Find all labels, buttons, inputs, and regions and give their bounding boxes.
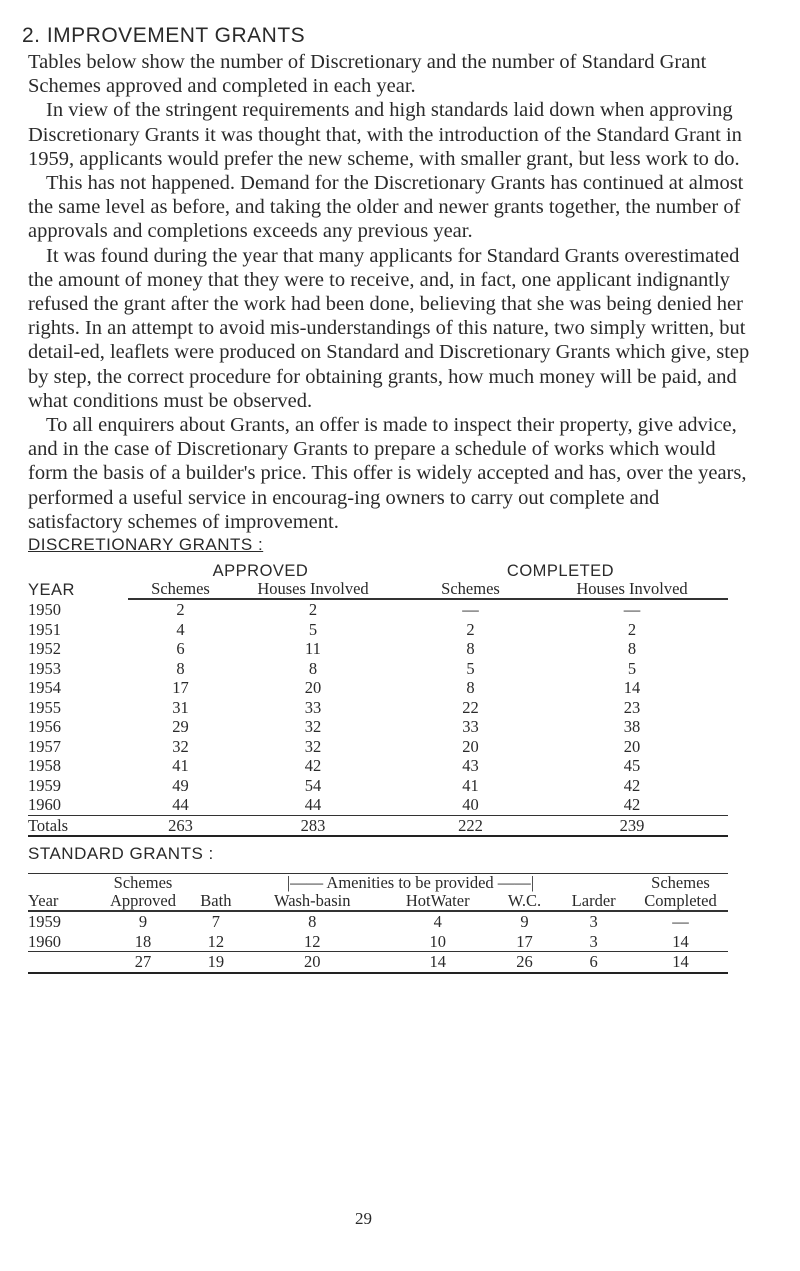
table-cell: 18 [134, 931, 152, 951]
table-cell: 20 [623, 736, 641, 756]
table-cell: 17 [172, 678, 189, 698]
table-cell: 2 [308, 600, 318, 620]
table-cell: 9 [520, 912, 529, 932]
table-cell: — [672, 912, 689, 932]
total-completed-schemes: 222 [393, 815, 548, 836]
table-cell: 4 [176, 619, 185, 639]
table-cell: 1959 [28, 912, 61, 932]
discretionary-title: DISCRETIONARY GRANTS : [28, 535, 264, 555]
table-cell: 1951 [28, 619, 61, 639]
page-number: 29 [355, 1209, 372, 1228]
std-total-wc: 26 [495, 952, 555, 973]
table-cell: 54 [304, 775, 322, 795]
table-cell: 7 [211, 912, 220, 932]
std-total-hotwater: 14 [381, 952, 495, 973]
table-cell: 22 [462, 697, 479, 717]
table-row [28, 911, 728, 932]
bath-header: Bath [188, 892, 244, 911]
table-cell: 10 [429, 931, 446, 951]
wash-basin-header: Wash-basin [244, 892, 381, 911]
table-cell: 1950 [28, 599, 61, 619]
table-row [28, 737, 728, 757]
table-cell: 1957 [28, 736, 61, 756]
approved-schemes-header: Schemes [128, 580, 233, 599]
table-row [28, 639, 728, 659]
table-cell: 2 [176, 600, 185, 620]
standard-title: STANDARD GRANTS : [28, 844, 214, 864]
table-cell: 29 [172, 717, 189, 737]
total-completed-houses: 239 [548, 815, 728, 836]
table-cell: 20 [304, 678, 322, 698]
table-cell: 42 [623, 775, 641, 795]
table-cell: 1960 [28, 795, 61, 815]
completed-group-header: COMPLETED [506, 562, 615, 581]
table-cell: 33 [462, 717, 479, 737]
table-cell: 3 [589, 931, 598, 951]
table-row [28, 776, 728, 796]
paragraph-3: This has not happened. Demand for the Discretionary Grants has continued at almost the same level as before, and taking the older and newer grants together, the number of approvals and completions exceeds any previous year. [28, 172, 744, 243]
table-cell: 11 [305, 639, 321, 659]
table-cell: 3 [589, 912, 598, 932]
table-cell: 9 [138, 912, 148, 932]
table-cell: 33 [304, 697, 322, 717]
table-row [28, 756, 728, 776]
paragraph-2: In view of the stringent requirements and high standards laid down when approving Discretionary Grants it was thought that, with the introduction of the Standard Grant in 1959, applicants would prefer the new scheme, with smaller grant, but less work to do. [28, 99, 742, 170]
table-cell: 2 [627, 619, 637, 639]
page [22, 22, 758, 974]
std-totals-row [28, 952, 728, 973]
table-row [28, 659, 728, 679]
table-row [28, 599, 728, 620]
table-cell: 43 [462, 756, 479, 776]
table-row [28, 717, 728, 737]
table-cell: 17 [516, 931, 533, 951]
schemes-completed-header-top: Schemes [651, 873, 710, 893]
table-row [28, 698, 728, 718]
larder-header: Larder [554, 892, 633, 911]
std-totals-label [28, 952, 98, 973]
discretionary-table [28, 562, 728, 837]
std-total-larder: 6 [554, 952, 633, 973]
table-cell: 8 [627, 639, 637, 659]
table-row [28, 620, 728, 640]
table-cell: 41 [462, 775, 479, 795]
paragraph-5: To all enquirers about Grants, an offer is made to inspect their property, give advice, and in the case of Discretionary Grants to prepare a schedule of works which would form the basis of a builder's price. This offer is widely accepted and has, over the years, performed a useful service in encourag-ing owners to carry out complete and satisfactory schemes of improvement. [28, 414, 747, 533]
table-cell: 40 [462, 795, 479, 815]
table-cell: 1959 [28, 775, 61, 795]
table-cell: 32 [172, 736, 189, 756]
paragraph-1: Tables below show the number of Discretionary and the number of Standard Grant Schemes approved and completed in each year. [28, 51, 707, 98]
table-cell: 49 [172, 775, 189, 795]
std-total-approved: 27 [98, 952, 188, 973]
section-heading: 2. IMPROVEMENT GRANTS [22, 24, 306, 47]
table-cell: 8 [176, 658, 185, 678]
year-header: YEAR [28, 581, 75, 600]
table-cell: 1958 [28, 756, 61, 776]
std-year-header: Year [28, 892, 98, 911]
table-cell: 38 [623, 717, 641, 737]
table-row [28, 932, 728, 952]
schemes-approved-header-top: Schemes [113, 873, 173, 893]
table-cell: 8 [466, 678, 475, 698]
table-cell: 1955 [28, 697, 61, 717]
std-total-wash-basin: 20 [244, 952, 381, 973]
table-cell: 32 [304, 736, 322, 756]
paragraph-4: It was found during the year that many applicants for Standard Grants overestimated the amount of money that they were to receive, and, in fact, one applicant indignantly refused the grant after the work had been done, believing that she was being denied her rights. In an attempt to avoid mis-understandings of this nature, two simply written, but detail-ed, leaflets were produced on Standard and Discretionary Grants which give, step by step, the correct procedure for obtaining grants, how much money will be paid, and what conditions must be observed. [28, 244, 750, 412]
total-approved-houses: 283 [233, 815, 393, 836]
approved-group-header: APPROVED [212, 562, 309, 581]
table-cell: 6 [176, 639, 185, 659]
table-cell: 1953 [28, 658, 61, 678]
table-cell: 14 [623, 678, 641, 698]
completed-header: Completed [633, 892, 728, 911]
approved-houses-header: Houses Involved [233, 580, 393, 599]
table-cell: — [623, 600, 641, 620]
hotwater-header: HotWater [381, 892, 495, 911]
table-cell: 1956 [28, 717, 61, 737]
table-cell: 45 [623, 756, 641, 776]
table-row [28, 795, 728, 815]
table-cell: 12 [207, 931, 225, 951]
table-cell: 42 [623, 795, 641, 815]
table-cell: 1960 [28, 931, 61, 951]
table-cell: 32 [304, 717, 322, 737]
table-cell: 2 [466, 619, 475, 639]
amenities-header: |—— Amenities to be provided ——| [286, 873, 535, 893]
std-total-bath: 19 [188, 952, 244, 973]
table-cell: 14 [672, 931, 689, 951]
completed-schemes-header: Schemes [393, 580, 548, 599]
standard-table [28, 873, 728, 974]
table-cell: 4 [433, 912, 442, 932]
totals-label: Totals [28, 815, 128, 836]
table-cell: 8 [466, 639, 475, 659]
table-cell: 8 [308, 658, 318, 678]
approved-header: Approved [98, 892, 188, 911]
completed-houses-header: Houses Involved [548, 580, 728, 599]
total-approved-schemes: 263 [128, 815, 233, 836]
table-cell: 5 [627, 658, 637, 678]
table-row [28, 678, 728, 698]
table-cell: 5 [308, 619, 318, 639]
table-cell: 1952 [28, 639, 61, 659]
table-cell: 31 [172, 697, 189, 717]
wc-header: W.C. [495, 892, 555, 911]
table-cell: 42 [304, 756, 322, 776]
totals-row [28, 815, 728, 836]
table-cell: 44 [304, 795, 322, 815]
table-cell: 8 [308, 912, 317, 932]
table-cell: 12 [303, 931, 321, 951]
table-cell: 1954 [28, 678, 61, 698]
table-cell: 23 [623, 697, 641, 717]
std-total-completed: 14 [633, 952, 728, 973]
table-cell: 41 [172, 756, 189, 776]
table-cell: 44 [172, 795, 189, 815]
table-cell: 5 [466, 658, 475, 678]
table-cell: 20 [462, 736, 479, 756]
table-cell: — [462, 600, 479, 620]
